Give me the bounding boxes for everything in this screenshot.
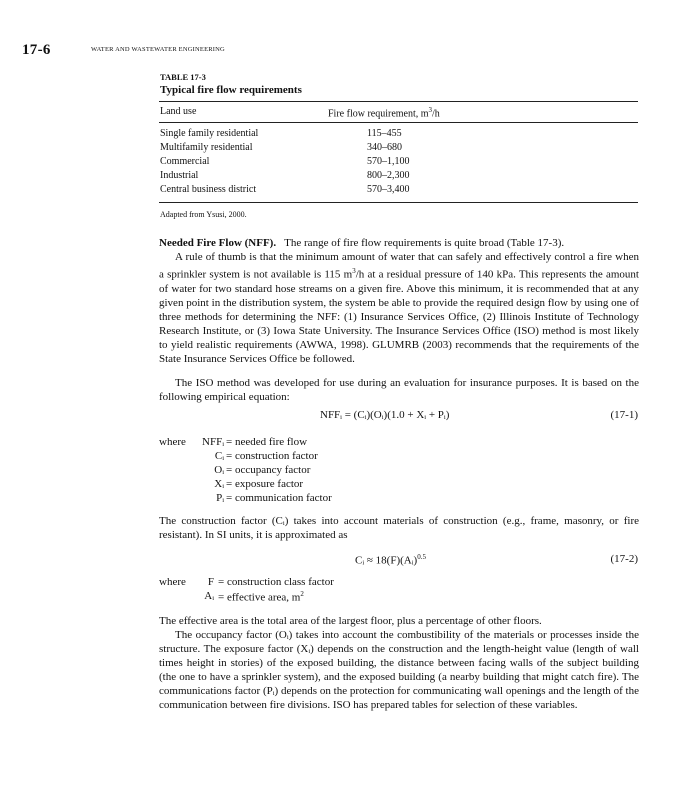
cell-fire-flow: 800–2,300 xyxy=(367,170,410,181)
table-row xyxy=(160,142,640,156)
paragraph-construction-factor: The construction factor (Cᵢ) takes into account materials of construction (e.g., frame, masonry, or fire resistant). In SI units, it is approximated as xyxy=(159,515,639,541)
definition-text: = effective area, $m^2$ xyxy=(218,590,304,604)
page-number: 17-6 xyxy=(22,42,51,58)
table-top-rule xyxy=(159,101,638,102)
definition-symbol: NFFᵢ xyxy=(202,436,224,448)
table-row xyxy=(160,170,640,184)
cell-land-use: Central business district xyxy=(160,184,257,195)
where-label: where xyxy=(159,436,186,448)
definition-text: = exposure factor xyxy=(226,478,304,490)
paragraph-effective-area: The effective area is the total area of the largest floor, plus a percentage of other floors. xyxy=(159,615,542,627)
equation-number-17-1: (17-1) xyxy=(610,409,638,421)
table-header-rule xyxy=(159,122,638,123)
cell-fire-flow: 570–3,400 xyxy=(367,184,410,195)
definition-text: = construction class factor xyxy=(218,576,334,588)
where-label: where xyxy=(159,576,186,588)
definition-text: = communication factor xyxy=(226,492,332,504)
table-row xyxy=(160,156,640,170)
paragraph-occupancy-exposure: The occupancy factor (Oᵢ) takes into account the combustibility of the materials or processes inside the structure. The exposure factor (Xᵢ) depends on the construction and the length-height value (length of wall times height in stories) of the exposed building, the distance between facing walls of the subject building (the one to have a sprinkler system), and the exposed building (a nearby building that might catch fire). The communications factor (Pᵢ) depends on the protection for communicating wall openings and the length of the communication between fire divisions. ISO has prepared tables for selection of these variables. xyxy=(159,629,639,711)
table-source-note: Adapted from Ysusi, 2000. xyxy=(160,210,247,219)
equation-17-1: NFFᵢ = (Cᵢ)(Oᵢ)(1.0 + Xᵢ + Pᵢ) xyxy=(320,409,450,421)
equation-number-17-2: (17-2) xyxy=(610,553,638,565)
table-bottom-rule xyxy=(159,202,638,203)
running-header-title: WATER AND WASTEWATER ENGINEERING xyxy=(91,46,225,53)
definition-symbol: Aᵢ xyxy=(204,590,214,602)
definition-text: = needed fire flow xyxy=(226,436,308,448)
table-title: Typical fire flow requirements xyxy=(160,84,302,96)
definition-symbol: Cᵢ xyxy=(214,450,224,462)
table-header-land-use: Land use xyxy=(160,106,197,117)
definition-symbol: F xyxy=(207,576,214,588)
paragraph-nff-intro: Needed Fire Flow (NFF). The range of fire flow requirements is quite broad (Table 17-3). xyxy=(159,237,565,249)
table-label: TABLE 17-3 xyxy=(160,72,206,82)
paragraph-rule-of-thumb: A rule of thumb is that the minimum amount of water that can safely and effectively control a fire when a sprinkler system is not available is 115 $m^3/h$ at a residual pressure of 140 kPa. This represents the amount of water for two standard hose streams on a given fire. Above this minimum, it is recommended that at any given point in the distribution system, the system be able to provide the required design flow by using one of three methods for determining the NFF: (1) Insurance Services Office, (2) Illinois Institute of Technology Research Institute, or (3) Iowa State University. The Insurance Services Office (ISO) method is most likely to yield realistic requirements (AWWA, 1998). GLUMRB (2003) recommends that the requirements of the State Insurance Services Office be followed. xyxy=(159,251,639,365)
paragraph-iso-method: The ISO method was developed for use during an evaluation for insurance purposes. It is based on the following empirical equation: xyxy=(159,377,639,403)
cell-land-use: Industrial xyxy=(160,170,199,181)
runin-heading: Needed Fire Flow (NFF). xyxy=(159,237,277,249)
cell-land-use: Commercial xyxy=(160,156,210,167)
equation-17-2: Cᵢ ≈ 18(F)(Aᵢ)$^{0.5}$ xyxy=(355,553,426,567)
definition-symbol: Xᵢ xyxy=(214,478,224,490)
cell-land-use: Multifamily residential xyxy=(160,142,253,153)
cell-fire-flow: 570–1,100 xyxy=(367,156,410,167)
cell-land-use: Single family residential xyxy=(160,128,259,139)
table-header-fire-flow: Fire flow requirement, $m^3/h$ xyxy=(328,106,440,120)
definition-text: = occupancy factor xyxy=(226,464,311,476)
table-row xyxy=(160,184,640,198)
definition-symbol: Pᵢ xyxy=(216,492,224,504)
definition-text: = construction factor xyxy=(226,450,318,462)
cell-fire-flow: 115–455 xyxy=(367,128,402,139)
cell-fire-flow: 340–680 xyxy=(367,142,402,153)
definition-symbol: Oᵢ xyxy=(214,464,224,476)
table-row xyxy=(160,128,640,142)
